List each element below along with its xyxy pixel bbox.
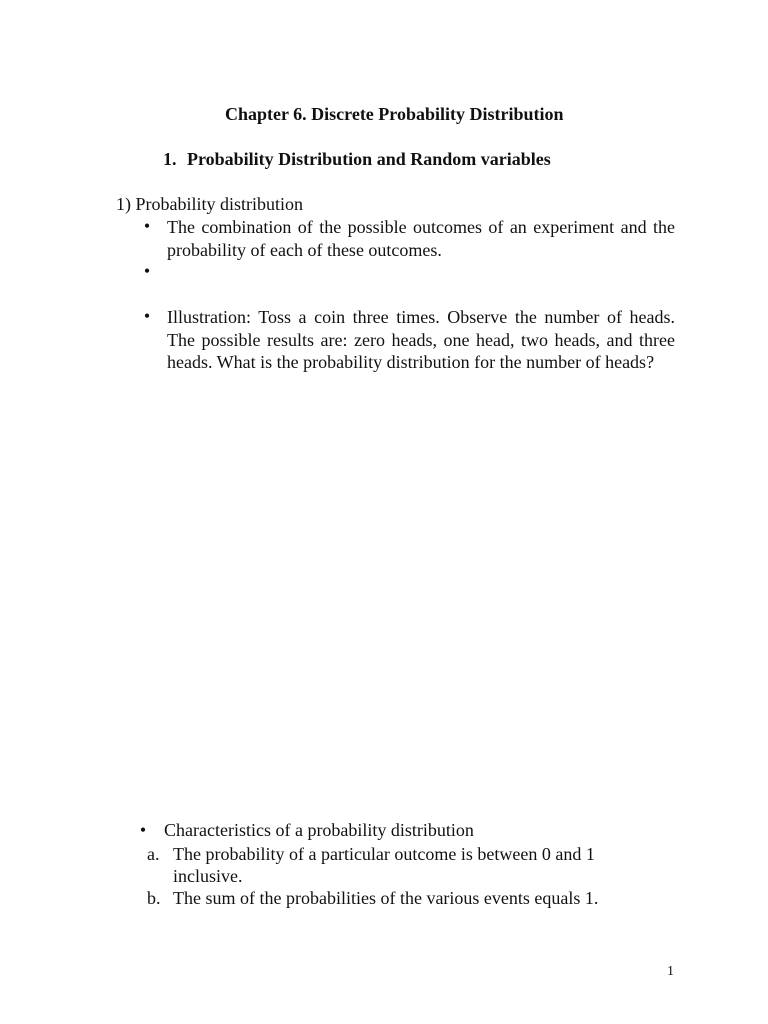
section-number: 1. — [163, 149, 177, 169]
chapter-title: Chapter 6. Discrete Probability Distribution — [225, 104, 564, 124]
bullet-marker: • — [143, 216, 151, 236]
characteristics-heading: Characteristics of a probability distribution — [164, 820, 474, 840]
page-number: 1 — [667, 964, 674, 979]
subsection-label: 1) Probability distribution — [116, 194, 303, 214]
bullet-marker: • — [139, 820, 147, 840]
list-marker-a: a. — [147, 844, 160, 864]
definition-bullet-text: The combination of the possible outcomes of an experiment and the probability of each of these outcomes. — [167, 217, 675, 260]
bullet-marker: • — [143, 261, 151, 281]
characteristic-a-line1: The probability of a particular outcome is between 0 and 1 — [173, 844, 595, 864]
section-title: Probability Distribution and Random variables — [187, 149, 551, 169]
bullet-marker: • — [143, 306, 151, 326]
characteristic-b-line1: The sum of the probabilities of the various events equals 1. — [173, 888, 599, 908]
illustration-bullet-text: Illustration: Toss a coin three times. Observe the number of heads. The possible results are: zero heads, one head, two heads, and three heads. What is the probability distribution for the number of heads? — [167, 307, 675, 372]
list-marker-b: b. — [147, 888, 161, 908]
characteristic-a-line2: inclusive. — [173, 866, 243, 886]
